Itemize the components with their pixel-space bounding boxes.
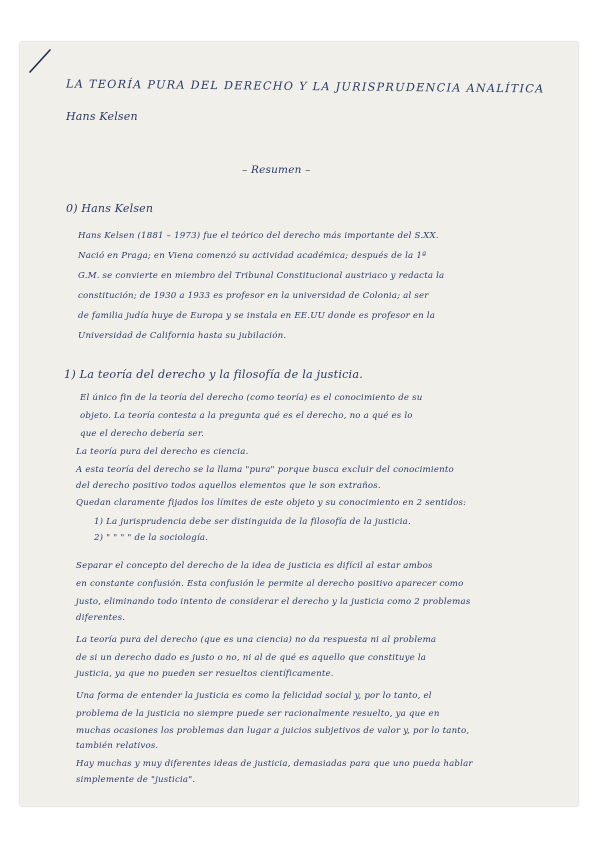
section-1-line: muchas ocasiones los problemas dan lugar a juicios subjetivos de valor y, por lo tanto,	[76, 726, 470, 736]
document-title: LA TEORÍA PURA DEL DERECHO Y LA JURISPRUDENCIA ANALÍTICA	[65, 77, 545, 96]
section-1-line: Quedan claramente fijados los límites de este objeto y su conocimiento en 2 sentidos:	[76, 498, 467, 508]
section-1-line: simplemente de "justicia".	[76, 775, 196, 785]
section-1-line: La teoría pura del derecho (que es una ciencia) no da respuesta ni al problema	[76, 635, 437, 645]
section-1-line: diferentes.	[76, 613, 126, 623]
section-0-line: Hans Kelsen (1881 – 1973) fue el teórico del derecho más importante del S.XX.	[78, 231, 439, 241]
section-1-line: Separar el concepto del derecho de la idea de justicia es difícil al estar ambos	[76, 561, 433, 571]
section-1-line: justicia, ya que no pueden ser resueltos científicamente.	[76, 669, 334, 679]
pen-stroke-mark	[28, 46, 58, 76]
section-0-heading: 0) Hans Kelsen	[66, 202, 154, 215]
section-1-heading: 1) La teoría del derecho y la filosofía de la justicia.	[64, 368, 363, 381]
section-1-line: del derecho positivo todos aquellos elementos que le son extraños.	[76, 481, 381, 491]
document-author: Hans Kelsen	[66, 110, 138, 123]
section-1-line: Hay muchas y muy diferentes ideas de justicia, demasiadas para que uno pueda hablar	[76, 759, 473, 769]
section-1-line: problema de la justicia no siempre puede ser racionalmente resuelto, ya que en	[76, 709, 440, 719]
summary-label: – Resumen –	[242, 164, 311, 176]
section-0-line: de familia judía huye de Europa y se instala en EE.UU donde es profesor en la	[78, 311, 436, 321]
section-1-line: de si un derecho dado es justo o no, ni al de qué es aquello que constituye la	[76, 653, 427, 663]
section-0-line: Universidad de California hasta su jubilación.	[78, 331, 287, 341]
section-1-list-item-1: 1) La jurisprudencia debe ser distinguida de la filosofía de la justicia.	[94, 517, 411, 527]
section-1-line: justo, eliminando todo intento de considerar el derecho y la justicia como 2 problemas	[76, 597, 471, 607]
handwritten-page	[20, 42, 578, 806]
section-1-list-item-2: 2) " " " " de la sociología.	[94, 533, 209, 543]
section-1-line: A esta teoría del derecho se la llama "pura" porque busca excluir del conocimiento	[76, 465, 454, 475]
section-0-line: constitución; de 1930 a 1933 es profesor en la universidad de Colonia; al ser	[78, 291, 429, 301]
section-1-line: La teoría pura del derecho es ciencia.	[76, 447, 249, 457]
section-0-line: Nació en Praga; en Viena comenzó su actividad académica; después de la 1ª	[78, 251, 427, 261]
section-0-line: G.M. se convierte en miembro del Tribunal Constitucional austriaco y redacta la	[78, 271, 445, 281]
section-1-line: que el derecho debería ser.	[80, 429, 205, 439]
section-1-line: El único fin de la teoría del derecho (como teoría) es el conocimiento de su	[80, 393, 423, 403]
section-1-line: Una forma de entender la justicia es como la felicidad social y, por lo tanto, el	[76, 691, 432, 701]
section-1-line: en constante confusión. Esta confusión le permite al derecho positivo aparecer como	[76, 579, 464, 589]
section-1-line: también relativos.	[76, 741, 159, 751]
section-1-line: objeto. La teoría contesta a la pregunta qué es el derecho, no a qué es lo	[80, 411, 413, 421]
